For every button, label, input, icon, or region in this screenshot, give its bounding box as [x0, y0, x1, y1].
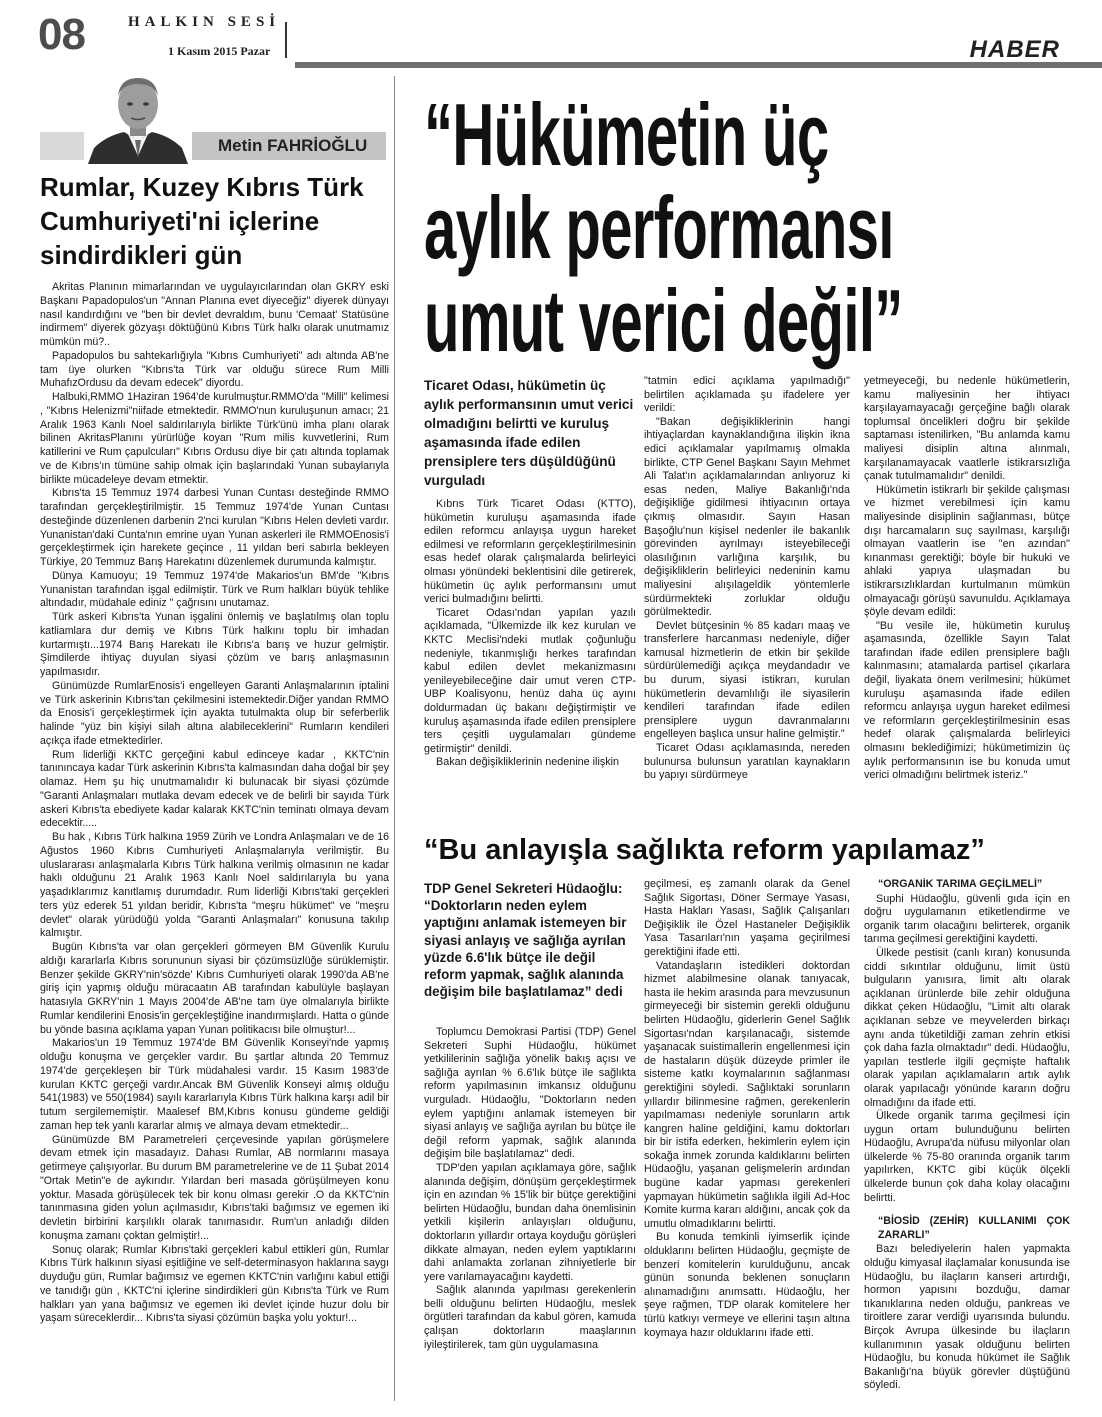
column-divider	[394, 76, 395, 1401]
subheading: “ORGANİK TARIMA GEÇİLMELİ”	[878, 878, 1043, 890]
paragraph: Kıbrıs'ta 15 Temmuz 1974 darbesi Yunan Cuntası desteğinde RMMO tarafından gerçekleştirilmiştir. 15 Temmuz 1974'de Yunan Cuntası desteğinde düzenlenen darbenin 2'nci kurulan "Kıbrıs Helen devleti vardır. Yunanistan'daki Cunta'nın emrine uyan Yunan askerleri ile RMMOEnosis'i gerçekleştirmek için harekete geçince , 11 yıldan beri sabırla bekleyen Türkiye, 20 Temmuz Barış Harekatını düzenlemek durumunda kalmıştır.	[40, 487, 389, 568]
paragraph: Ülkede pestisit (canlı kıran) konusunda ciddi sıkıntılar olduğunu, limit üstü bulguların yanısıra, limit altı olarak açıklanan ürünlerde bile zehir olduğuna dikkat çeken Hüdaoğlu, "Limit altı olarak açıklanan sebze ve meyvelerden birkaçı aynı anda tüketildiği zaman zehrin etkisi çok daha fazla olmaktadır" dedi. Hüdaoğlu, yapılan testlerle ilgili geçmişte haftalık olarak yapılan açıklamaların artık aylık olarak yapılacağı yönünde kararın doğru olmadığını da ifade etti.	[864, 946, 1070, 1109]
headline-line: “Hükümetin üç	[424, 85, 829, 184]
paragraph: Ticaret Odası açıklamasında, nereden bulunursa bulunsun yaratılan kaynakların bu yapıyı sürdürmeye	[644, 742, 850, 782]
column-title: Rumlar, Kuzey Kıbrıs Türk Cumhuriyeti'ni içlerine sindirdikleri gün	[40, 172, 364, 270]
article1-column-2	[644, 375, 850, 803]
paragraph: Türk askeri Kıbrıs'ta Yunan işgalini önlemiş ve başlatılmış olan toplu katliamlara dur demiş ve Kıbrıs Türk halkını toplu bir imhadan kurtarmıştı...1974 Barış Harekatı ile Kıbrıs'a barış ve huzur gelmiştir. Şimdilerde ihtiyaç duyulan siyasi çözüm ve barış anlaşmasının yapılmasıdır.	[40, 611, 389, 678]
headline-line: aylık performansı	[424, 178, 894, 277]
subheading: “BİOSİD (ZEHİR) KULLANIMI ÇOK ZARARLI”	[878, 1215, 1070, 1241]
paragraph: Ülkede organik tarıma geçilmesi için uygun ortam bulunduğunu belirten Hüdaoğlu, Avrupa'da nüfusu milyonlar olan ülkelerde % 75-80 oranında organik tarım yapılırken, KKTC gibi küçük ölçekli ülkelerde bunun çok daha kolay olacağını belirtti.	[864, 1110, 1070, 1204]
headline-line: umut verici değil”	[424, 271, 903, 370]
paragraph: Hükümetin istikrarlı bir şekilde çalışması ve hizmet verebilmesi için kamu maliyesinde disiplinin sağlanması, bütçe dışı harcamaların suç sayılması, karşılığı olmayan vaatlerin ise "en azından" kınanması gerektiği; böyle bir hukuki ve ahlaki yapıya ulaşmadan bu istikrarsızlıklardan kurtulmanın mümkün olmayacağı görüşü savunuldu. Açıklamaya şöyle devam edildi:	[864, 483, 1070, 619]
paragraph: Sonuç olarak; Rumlar Kıbrıs'taki gerçekleri kabul ettikleri gün, Rumlar Kıbrıs Türk halkının siyasi eşitliğine ve self-determinasyon haklarına saygı duyduğu gün, Rumlar bağımsız ve egemen KKTC'nin varlığını kabul ettiği ve tanıdığı gün , KKTC'ni içlerine sindirdikleri gün Kıbrıs'ta Türk ve Rum halkları yan yana bağımsız ve egemen iki devlet içinde huzur dolu bir yaşam süreceklerdir... Kıbrıs'ta siyasi çözümün başka yolu yoktur!...	[40, 1243, 389, 1325]
paragraph: Makarios'un 19 Temmuz 1974'de BM Güvenlik Konseyi'nde yapmış olduğu konuşma ve gerçekler vardır. Bu şartlar altında 20 Temmuz 1974'de gerçekleşen bir Türk müdahalesi vardır. 15 Kasım 1983'de kurulan KKTC gerçeği vardır.Ancak BM Güvenlik Konseyi almış olduğu 541(1983) ve 550(1984) sayılı kararlarıyla Kıbrıs Türk halkına karşı adil bir tutum sergilememiştir. Maalesef BM,Kıbrıs konusu gündeme geldiği zaman hep tek yanlı kararlar almış ve almaya devam etmektedir...	[40, 1037, 389, 1132]
paragraph: Akritas Planının mimarlarından ve uygulayıcılarından olan GKRY eski Başkanı Papadopulos'un "Annan Planına evet diyeceğiz" diyerek dünyayı nasıl kandırdığını ve "ben bir devlet devraldım, bunu 'Cemaat' Statüsüne indirmem" diyerek gözyaşı döktüğünü Kıbrıs Türk halkı olarak unutmamız mümkün mü?..	[40, 281, 389, 348]
paragraph: Bazı belediyelerin halen yapmakta olduğu kimyasal ilaçlamalar konusunda ise Hüdaoğlu, bu ilaçların kanseri artırdığı, hormon yapısını bozduğu, damar tıkanıklarına neden olduğu, pankreas ve tiroitlere zarar verdiği uyarısında bulundu. Birçok Avrupa ülkesinde bu ilaçların kullanımının yasak olduğunu belirten Hüdaoğlu, bu konuda hükümet ile Sağlık Bakanlığı'na büyük görevler düştüğünü söyledi.	[864, 1243, 1070, 1392]
paragraph: "tatmin edici açıklama yapılmadığı" belirtilen açıklamada şu ifadelere yer verildi:	[644, 375, 850, 415]
paragraph: Sağlık alanında yapılması gerekenlerin belli olduğunu belirten Hüdaoğlu, meslek örgütleri tarafından da kabul gören, kamuda çalışan doktorların maaşlarının iyileştirilerek, tam gün uygulamasına	[424, 1284, 636, 1351]
article1-column-3	[864, 375, 1070, 811]
author-name: Metin FAHRİOĞLU	[218, 136, 368, 155]
paragraph: Günümüzde BM Parametreleri çerçevesinde yapılan görüşmelere devam etmek için masadayız. Dahası Rumlar, AB normlarını masaya getirmeye çalışıyorlar. Bu durum BM parametrelerine ve de 11 Şubat 2014 "Ortak Metin"e de aykırıdır. Yılardan beri masada görüşülmeyen konu yoktur. Masada görüşülecek tek bir konu olması gerekir .O da KKTC'nin tanınmasına giden yolun açılmasıdır, Kıbrıs'taki bağımsız ve egemen iki devletin birbirini karşılıklı olarak tanımasıdır. Rum'un anladığı dilden konuşma zamanı çoktan gelmiştir!...	[40, 1133, 389, 1242]
article1-lead: Ticaret Odası, hükümetin üç aylık performansının umut verici olmadığını belirtti ve kuruluş aşamasında ifade edilen prensiplere ters düşüldüğünü vurguladı	[424, 378, 634, 488]
paragraph: "Bu vesile ile, hükümetin kuruluş aşamasında, özellikle Sayın Talat tarafından ifade edilen prensiplere bağlı kalınmasını; atamalarda partisel çıkarlara değil, liyakata önem verilmesini; hükümet kuruluşu aşamasında ifade edilen reformcu anlayışa uygun hareket edilmesi ve reformların gerçekleştirilmesinin esas hedef olarak çalışmalarda belirleyici olmasını beklediğimizi; hükümetimizin üç aylık performansının ise bu konuda umut verici olmadığını belirtmek isteriz."	[864, 619, 1070, 782]
header-divider	[285, 22, 287, 58]
article2-column-1	[424, 1026, 636, 1404]
second-headline: “Bu anlayışla sağlıkta reform yapılamaz”	[424, 834, 985, 866]
main-headline	[424, 85, 903, 370]
paragraph: Dünya Kamuoyu; 19 Temmuz 1974'de Makarios'un BM'de "Kıbrıs Yunanistan tarafından işgal edilmiştir. Türk ve Rum halkları büyük tehlike altındadır, müdahale ediniz " çağrısını unutamaz.	[40, 569, 389, 610]
article2-column-2	[644, 878, 850, 1404]
paragraph: Ticaret Odası'ndan yapılan yazılı açıklamada, "Ülkemizde ilk kez kurulan ve KKTC Meclisi'ndeki mutlak çoğunluğu nedeniyle, tıkanmışlığı herkes tarafından kabul edilen devlet mekanizmasını yenileyebileceğine dair umut veren CTP-UBP Koalisyonu, henüz daha üç ayını doldurmadan üç bakanı değiştirmiştir ve kuruluş aşamasında ifade edilen prensiplere ters çeşitli uygulamaları gündeme getirmiştir" denildi.	[424, 606, 636, 755]
article1-column-1	[424, 498, 636, 800]
article2-lead: TDP Genel Sekreteri Hüdaoğlu: “Doktorların neden eylem yaptığını anlamak istemeyen bir siyasi anlayış ve sağlığa ayrılan yüzde 6.6'lık bütçe ile değil reform yapmak, sağlık alanında değişim bile başlatılamaz” dedi	[424, 881, 627, 1000]
paragraph: Vatandaşların istedikleri doktordan hizmet alabilmesine olanak tanıyacak, hasta ile hekim arasında para mevzusunun girmeyeceği bir sistemin gerekli olduğunu belirten Hüdaoğlu, giderlerin Genel Sağlık Sigortası'ndan karşılanacağı, sistemde yaşanacak suistimallerin engellenmesi için de hastaların düşük düzeyde primler ile sisteme katkı koymalarının sağlanması gerektiğini söyledi. Sağlıktaki sorunların yıllardır bilinmesine rağmen, gerekenlerin yapılmaması nedeniyle sorunların artık kangren haline geldiğini, kamu doktorları bir bir istifa ederken, hekimlerin eylem için sokağa inmek zorunda kaldıklarını belirten Hüdaoğlu, yaşanan gelişmelerin ardından bugüne kadar yapması gerekenleri yapmayan hükümetin sağlıkla ilgili Ad-Hoc Komite kurma kararı aldığını, ancak çok da umutlu olmadıklarını belirtti.	[644, 959, 850, 1230]
article2-column-3	[864, 878, 1070, 1404]
paragraph: Günümüzde RumlarEnosis'i engelleyen Garanti Anlaşmalarının iptalini ve Türk askerinin Kıbrıs'tan çekilmesini istemektedir.Diğer yandan RMMO da Enosis'i gerçekleştirmek için ayakta tutulmakta olup bir seferberlik halinde "yüz bin kişiyi silah altına alabileceklerini" Rumların kendileri açıkça ifade etmektedirler.	[40, 679, 389, 747]
paragraph: "Bakan değişikliklerinin hangi ihtiyaçlardan kaynaklandığına ilişkin ikna edici açıklamalar yapılmamış olmakla birlikte, CTP Genel Başkanı Sayın Mehmet Ali Talat'ın açıklamalarından anlıyoruz ki esas neden, Maliye Bakanlığı'nda değişikliğe gidilmesi ihtiyacının ortaya çıkmış olmasıdır. Sayın Hasan Başoğlu'nun kişisel nedenler ile bakanlık görevinden ayrılmayı isteyebileceği olasılığının varlığına karşılık, bu değişikliklerin belirleyici nedeninin kamu maliyesini alışılageldik yöntemlerle sürdürmekteki zorluklar olduğu görülmektedir.	[644, 415, 850, 619]
paragraph: Bugün Kıbrıs'ta var olan gerçekleri görmeyen BM Güvenlik Kurulu aldığı kararlarla Kıbrıs sorununun siyasi bir çözümsüzlüğe sürüklemiştir. Benzer şekilde GKRY'nin'sözde' Kıbrıs Cumhuriyeti olarak 1990'da AB'ne giriş için yapmış olduğu müracaatın AB tarafından kabulüyle başlayan hatasıyla GKRY'nin 1 Mayıs 2004'de AB'ne tam üye olmalarıyla birlikte Rumlar kendilerini Enosis'in gerçekleştiğine inandırmışlardı. Hatta o günde bu yönde basına açıklama yapan Yunan politikacısı bile olmuştur!...	[40, 941, 389, 1036]
column-body	[40, 281, 389, 1403]
paragraph: Bakan değişikliklerinin nedenine ilişkin	[436, 756, 620, 769]
paragraph: Suphi Hüdaoğlu, güvenli gıda için en doğru uygulamanın etiketlendirme ve organik tarım olacağını belirterek, organik tarıma geçilmesi gerektiğini kaydetti.	[864, 892, 1070, 946]
paragraph: Kıbrıs Türk Ticaret Odası (KTTO), hükümetin kuruluşu aşamasında ifade edilen reformcu anlayışa uygun hareket edilmesi ve reformların gerçekleştirilmesinin esas hedef olarak çalışmalarda belirleyici olması yönündeki beklentisini dile getirerek, hükümetin üç aylık performansını umut verici bulmadığını belirtti.	[424, 498, 636, 606]
paragraph: Rum liderliği KKTC gerçeğini kabul edinceye kadar , KKTC'nin tanınıncaya kadar Türk askerinin Kıbrıs'ta kalmasından daha doğal bir şey olamaz. Hem şu hiç unutmamalıdır ki bulunacak bir siyasi çözümde "Garanti Anlaşmaları mutlaka devam edecek ve de belirli bir sayıda Türk askeri Kıbrıs'ta ebediyete kadar kalarak KKTC'nin teminatı olmaya devam edecektir.....	[40, 748, 389, 830]
newspaper-name: HALKIN SESİ	[128, 14, 281, 30]
paragraph: Devlet bütçesinin % 85 kadarı maaş ve transferlere harcanması nedeniyle, diğer kamusal hizmetlerin de etkin bir şekilde sürdürülemediği açıkça meydandadır ve bu durum, siyasi istikrarı, kurulan hükümetlerin devamlılığı ile siyasilerin kendileri tarafından ifade edilen prensiplere uygun davranmalarını engelleyen başlıca unsur haline gelmiştir."	[644, 619, 850, 741]
paragraph: TDP'den yapılan açıklamaya göre, sağlık alanında değişim, dönüşüm gerçekleştirmek için en azından % 15'lik bir bütçe gerektiğini belirten Hüdaoğlu, bundan daha önemlisinin yetkili kişilerin anlayışları olduğunu, doktorların yıllardır ortaya koyduğu görüşleri dikkate almayan, neden eylem yaptıklarını dahi anlamakta zorlanan zihniyetlerle bir yere varılamayacağını kaydetti.	[424, 1161, 636, 1283]
spacer	[864, 1205, 1070, 1215]
paragraph: Halbuki,RMMO 1Haziran 1964'de kurulmuştur.RMMO'da "Milli" kelimesi , "Kıbrıs Helenizmi"niifade etmektedir. RMMO'nun kuruluşunun amacı; 21 Aralık 1963 Kanlı Noel saldırılarıyla birlikte Türk'ünü imha planı olarak bilinen AkritasPlanını yürürlüğe koyan "Rum milis kuvvetlerini, Rum katillerini ve Rum çapulcuları" Kıbrıs Ordusu diye bir çatı altında toplamak ve de Kıbrıs'ın tümüne sahip olmak için başlarındaki Yunan subaylarıyla birlikte mücadeleye devam etmektir.	[40, 391, 389, 486]
section-label: HABER	[969, 36, 1060, 63]
paragraph: yetmeyeceği, bu nedenle hükümetlerin, kamu maliyesinin her ihtiyacı karşılayamayacağı gerçeğine bağlı olarak toplumsal öncelikleri doğru bir şekilde saptaması istenilirken, "Bu anlamda kamu maliyesi disiplin altına alınmalı, karşılanamayacak vaatlerle istikrarsızlığa çanak tutulmamalıdır" denildi.	[864, 375, 1070, 483]
paragraph: Bu konuda temkinli iyimserlik içinde olduklarını belirten Hüdaoğlu, geçmişte de benzeri komitelerin kurulduğunu, ancak günün sonunda beklenen sonuçların alınamadığını anımsattı. Hüdaoğlu, her şeye rağmen, TDP olarak komitelere her türlü katkıyı vermeye ve ellerini taşın altına koymaya hazır olduklarını ifade etti.	[644, 1231, 850, 1339]
page-number: 08	[38, 10, 85, 59]
paragraph: Papadopulos bu sahtekarlığıyla "Kıbrıs Cumhuriyeti" adı altında AB'ne tam üye olurken "Kıbrıs'ta Türk var olduğu sürece Rum Milli MuhafızOrdusu da devam edecek" diyordu.	[40, 349, 389, 390]
issue-date: 1 Kasım 2015 Pazar	[168, 44, 271, 58]
paragraph: Bu hak , Kıbrıs Türk halkına 1959 Zürih ve Londra Anlaşmaları ve de 16 Ağustos 1960 Kıbrıs Cumhuriyeti Anlaşmalarıyla verilmiştir. Bu uluslararası anlaşmalarla Kıbrıs Türk halkına verilmiş olmasının ne kadar haklı olduğunu 21 Aralık 1963 Kanlı Noel saldırılarıyla bu yana yaşadıklarımız kanıtlamış durumdadır. Rum liderliği Kıbrıs'taki gerçekleri ters yüz ederek 51 yıldan beridir, Kıbrıs'ta "meşru hükümet" ve "meşru devlet" olarak yürüdüğü yolda "Garanti Anlaşmaları" konusuna takılıp kalmıştır.	[40, 831, 389, 940]
paragraph: geçilmesi, eş zamanlı olarak da Genel Sağlık Sigortası, Döner Sermaye Yasası, Hasta Hakları Yasası, Sağlık Çalışanları Değişiklik ile Özel Hastaneler Değişiklik Yasa Tasarıları'nın yaşama geçirilmesi gerektiğini ifade etti.	[644, 878, 850, 958]
paragraph: Toplumcu Demokrasi Partisi (TDP) Genel Sekreteri Suphi Hüdaoğlu, hükümet yetkililerinin sağlığa yönelik bakış açısı ve sağlığa ayrılan % 6.6'lık bütçe ile sağlıkta reform yapılmasının imkansız olduğunu vurguladı. Hüdaoğlu, "Doktorların neden eylem yaptığını anlamak istemeyen bir siyasi anlayış ve sağlığa ayrılan bu bütçe ile değil reform yapmak, sağlık alanında değişim bile başlatılamaz" dedi.	[424, 1026, 636, 1161]
author-photo	[84, 66, 192, 164]
